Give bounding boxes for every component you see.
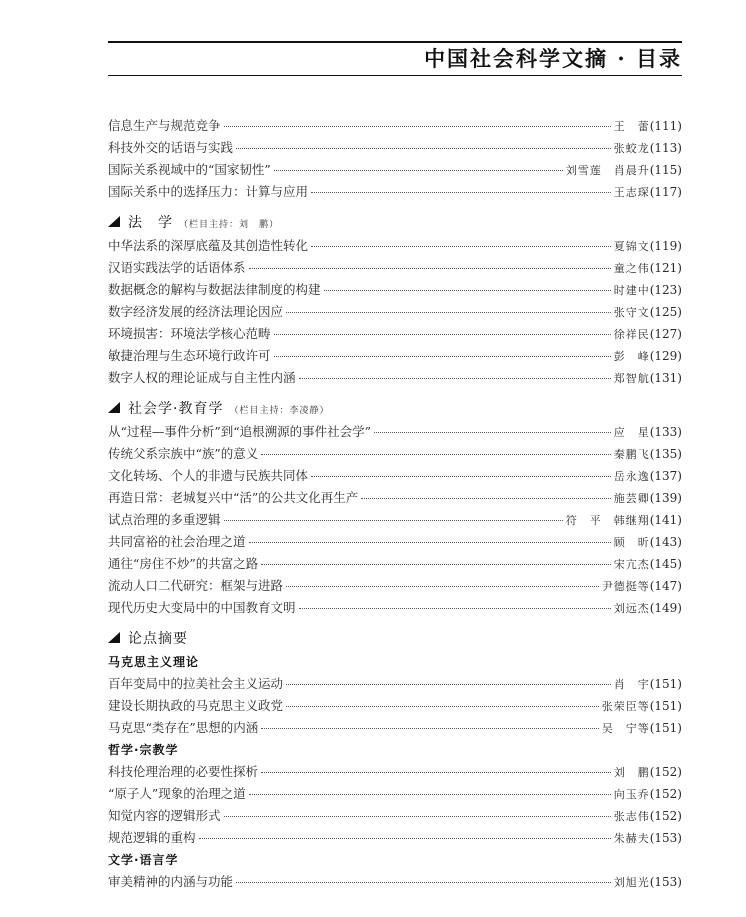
entry-page-number: (153): [649, 831, 682, 845]
dot-leader: [361, 498, 610, 499]
entry-title: 审美精神的内涵与功能: [108, 874, 234, 889]
entry-title: 试点治理的多重逻辑: [108, 512, 221, 527]
toc-entry[interactable]: [108, 367, 682, 389]
dot-leader: [299, 608, 611, 609]
entry-title: 中华法系的深厚底蕴及其创造性转化: [108, 238, 309, 253]
dot-leader: [224, 816, 611, 817]
entry-page-number: (151): [649, 721, 682, 735]
entry-title: 共同富裕的社会治理之道: [108, 534, 246, 549]
entry-page-number: (145): [649, 557, 682, 571]
entry-author: 张蛟龙: [613, 142, 650, 155]
header-rule-top: [108, 41, 682, 43]
triangle-marker-icon: [108, 216, 120, 227]
entry-page-number: (137): [649, 469, 682, 483]
entry-author: 岳永逸: [613, 470, 650, 483]
toc-entry[interactable]: [108, 597, 682, 619]
entry-page-number: (121): [649, 261, 682, 275]
entry-author: 王志琛: [613, 186, 650, 199]
dot-leader: [286, 684, 611, 685]
entry-title: 数字人权的理论证成与自主性内涵: [108, 370, 296, 385]
subsection-heading: 哲学·宗教学: [108, 743, 179, 757]
entry-title: 规范逻辑的重构: [108, 830, 196, 845]
entry-author: 刘旭光: [613, 876, 650, 889]
entry-page-number: (127): [649, 327, 682, 341]
dot-leader: [299, 378, 611, 379]
section-editor: （栏目主持：李凌静）: [229, 406, 330, 416]
entry-page-number: (152): [649, 809, 682, 823]
subsection-heading: 马克思主义理论: [108, 655, 200, 669]
toc-entry[interactable]: [108, 575, 682, 597]
entry-author: 刘 鹏: [613, 766, 650, 779]
entry-title: 汉语实践法学的话语体系: [108, 260, 246, 275]
entry-author: 顾 昕: [613, 536, 650, 549]
entry-page-number: (152): [649, 787, 682, 801]
entry-author: 张志伟: [613, 810, 650, 823]
dot-leader: [249, 268, 611, 269]
entry-title: 国际关系视域中的“国家韧性”: [108, 162, 271, 177]
entry-title: 通往“房住不炒”的共富之路: [108, 556, 259, 571]
entry-page-number: (139): [649, 491, 682, 505]
entry-title: 文化转场、个人的非遗与民族共同体: [108, 468, 309, 483]
entry-title: 现代历史大变局中的中国教育文明: [108, 600, 296, 615]
section-title: 社会学·教育学: [128, 401, 224, 417]
toc-entry[interactable]: [108, 695, 682, 717]
entry-title: 数字经济发展的经济法理论因应: [108, 304, 284, 319]
entry-author: 向玉乔: [613, 788, 650, 801]
entry-author: 徐祥民: [613, 328, 650, 341]
section-editor: （栏目主持：刘 鹏）: [179, 220, 280, 230]
dot-leader: [236, 148, 611, 149]
toc-entry[interactable]: [108, 345, 682, 367]
entry-page-number: (151): [649, 699, 682, 713]
entry-page-number: (113): [649, 141, 682, 155]
section-heading: [108, 211, 682, 235]
toc-entry[interactable]: [108, 717, 682, 739]
dot-leader: [249, 542, 611, 543]
entry-page-number: (129): [649, 349, 682, 363]
dot-leader: [374, 432, 611, 433]
header-rule-bottom: [108, 75, 682, 76]
dot-leader: [236, 882, 611, 883]
dot-leader: [224, 126, 611, 127]
entry-title: 从“过程—事件分析”到“追根溯源的事件社会学”: [108, 424, 372, 439]
entry-page-number: (123): [649, 283, 682, 297]
dot-leader: [274, 170, 563, 171]
toc-entry[interactable]: [108, 181, 682, 203]
entry-page-number: (115): [649, 163, 682, 177]
entry-title: 数据概念的解构与数据法律制度的构建: [108, 282, 321, 297]
toc-entry[interactable]: [108, 761, 682, 783]
dot-leader: [261, 728, 598, 729]
dot-leader: [274, 334, 611, 335]
toc-entry[interactable]: [108, 531, 682, 553]
entry-title: 知觉内容的逻辑形式: [108, 808, 221, 823]
section-title: 法 学: [128, 215, 173, 231]
entry-author: 张守文: [613, 306, 650, 319]
entry-page-number: (141): [649, 513, 682, 527]
entry-page-number: (135): [649, 447, 682, 461]
entry-title: 马克思“类存在”思想的内涵: [108, 720, 259, 735]
entry-author: 肖 宇: [613, 678, 650, 691]
dot-leader: [224, 520, 563, 521]
entry-title: 科技伦理治理的必要性探析: [108, 764, 259, 779]
entry-title: 建设长期执政的马克思主义政党: [108, 698, 284, 713]
toc-entry[interactable]: [108, 137, 682, 159]
toc-entry[interactable]: [108, 487, 682, 509]
section-title: 论点摘要: [128, 631, 188, 647]
toc-list: [108, 115, 682, 893]
dot-leader: [286, 586, 599, 587]
entry-page-number: (152): [649, 765, 682, 779]
entry-title: 科技外交的话语与实践: [108, 140, 234, 155]
entry-author: 施芸卿: [613, 492, 650, 505]
entry-page-number: (111): [649, 119, 682, 133]
dot-leader: [274, 356, 611, 357]
dot-leader: [261, 454, 610, 455]
entry-page-number: (133): [649, 425, 682, 439]
entry-page-number: (153): [649, 875, 682, 889]
entry-title: 环境损害：环境法学核心范畴: [108, 326, 271, 341]
entry-page-number: (131): [649, 371, 682, 385]
entry-title: 国际关系中的选择压力：计算与应用: [108, 184, 309, 199]
dot-leader: [286, 706, 599, 707]
toc-entry[interactable]: [108, 465, 682, 487]
entry-author: 时建中: [613, 284, 650, 297]
entry-page-number: (143): [649, 535, 682, 549]
toc-entry[interactable]: [108, 827, 682, 849]
entry-author: 吴 宁等: [601, 722, 650, 735]
toc-entry[interactable]: [108, 553, 682, 575]
entry-author: 宋亢杰: [613, 558, 650, 571]
entry-title: 敏捷治理与生态环境行政许可: [108, 348, 271, 363]
toc-entry[interactable]: [108, 443, 682, 465]
section-heading: [108, 397, 682, 421]
subsection-heading: 文学·语言学: [108, 853, 179, 867]
toc-entry[interactable]: [108, 301, 682, 323]
entry-author: 童之伟: [613, 262, 650, 275]
entry-author: 刘远杰: [613, 602, 650, 615]
triangle-marker-icon: [108, 632, 120, 643]
entry-author: 应 星: [613, 426, 650, 439]
entry-title: “原子人”现象的治理之道: [108, 786, 246, 801]
entry-page-number: (149): [649, 601, 682, 615]
entry-page-number: (119): [649, 239, 682, 253]
entry-author: 符 平 韩继翔: [565, 514, 650, 527]
dot-leader: [311, 476, 611, 477]
dot-leader: [286, 312, 611, 313]
entry-author: 尹德挺等: [601, 580, 650, 593]
entry-author: 夏锦文: [613, 240, 650, 253]
dot-leader: [261, 772, 611, 773]
entry-page-number: (117): [649, 185, 682, 199]
dot-leader: [311, 192, 611, 193]
entry-title: 传统父系宗族中“族”的意义: [108, 446, 259, 461]
dot-leader: [249, 794, 611, 795]
toc-entry[interactable]: [108, 871, 682, 893]
entry-author: 王 蕾: [613, 120, 650, 133]
journal-title: 中国社会科学文摘 · 目录: [424, 46, 682, 71]
entry-author: 张荣臣等: [601, 700, 650, 713]
toc-entry[interactable]: [108, 805, 682, 827]
entry-title: 流动人口二代研究：框架与进路: [108, 578, 284, 593]
toc-entry[interactable]: [108, 279, 682, 301]
section-heading: [108, 627, 682, 651]
entry-author: 朱赫夫: [613, 832, 650, 845]
dot-leader: [199, 838, 611, 839]
toc-entry[interactable]: [108, 159, 682, 181]
entry-author: 郑智航: [613, 372, 650, 385]
toc-entry[interactable]: [108, 235, 682, 257]
toc-entry[interactable]: [108, 421, 682, 443]
toc-entry[interactable]: [108, 257, 682, 279]
entry-page-number: (151): [649, 677, 682, 691]
entry-title: 百年变局中的拉美社会主义运动: [108, 676, 284, 691]
entry-title: 再造日常：老城复兴中“活”的公共文化再生产: [108, 490, 359, 505]
toc-entry[interactable]: [108, 673, 682, 695]
dot-leader: [311, 246, 611, 247]
entry-author: 彭 峰: [613, 350, 650, 363]
dot-leader: [261, 564, 610, 565]
entry-page-number: (125): [649, 305, 682, 319]
entry-author: 刘雪莲 肖晨升: [565, 164, 650, 177]
toc-entry[interactable]: [108, 323, 682, 345]
entry-author: 秦鹏飞: [613, 448, 650, 461]
triangle-marker-icon: [108, 402, 120, 413]
toc-entry[interactable]: [108, 783, 682, 805]
toc-entry[interactable]: [108, 115, 682, 137]
entry-page-number: (147): [649, 579, 682, 593]
dot-leader: [324, 290, 611, 291]
entry-title: 信息生产与规范竞争: [108, 118, 221, 133]
toc-entry[interactable]: [108, 509, 682, 531]
